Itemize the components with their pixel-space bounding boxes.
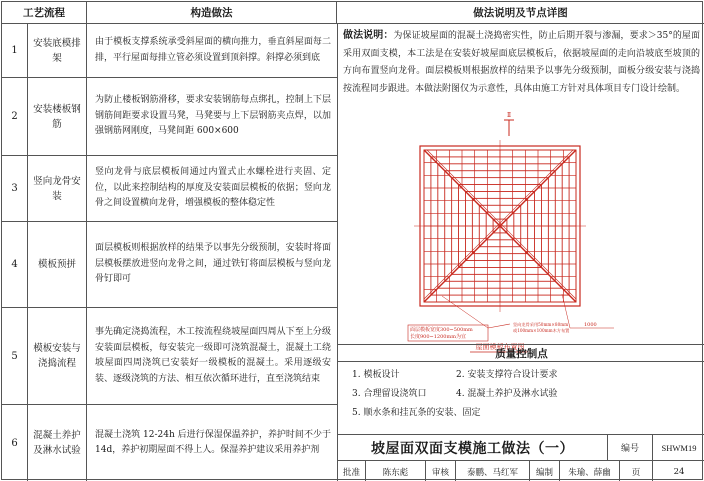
quality-item: 5. 顺水条和挂瓦条的安装、固定 <box>352 408 481 418</box>
notes <box>410 321 614 340</box>
review-label: 审核 <box>426 461 456 481</box>
construction-text: 混凝土浇筑 12-24h 后进行保湿保温养护，养护时间不少于 14d，养护初期屋面不得上人。保湿养护建议采用养护剂 <box>95 429 331 455</box>
drawing-title: 坡屋面双面支模施工做法（一） <box>338 435 608 461</box>
page-label: 页 <box>620 461 653 481</box>
construction-text: 事先确定浇捣流程，木工按流程绕坡屋面四周从下至上分级安装面层模板，每安装完一级即可浇筑混凝土，混凝土工绕坡屋面四周浇筑已安装好一级模板的混凝土。采用逐级安装、逐级浇筑的方法、相互依次循环进行，直至浇筑结束 <box>95 327 331 384</box>
row-number: 3 <box>2 156 28 221</box>
process-name: 安装底模排架 <box>28 24 87 77</box>
quality-list <box>338 362 704 434</box>
process-row <box>2 78 337 156</box>
title-block <box>338 434 704 481</box>
drawing-sheet <box>1 1 703 480</box>
header-process: 工艺流程 <box>2 2 87 24</box>
row-number: 6 <box>2 405 28 481</box>
note-keel-1: 竖向龙骨采用50mm×80mm <box>513 322 569 327</box>
formwork-line <box>442 296 488 328</box>
quality-item: 4. 混凝土养护及淋水试验 <box>456 389 558 399</box>
edit-label: 编制 <box>530 461 560 481</box>
quality-item: 2. 安装支撑符合设计要求 <box>456 370 558 380</box>
quality-item: 1. 模板设计 <box>352 370 400 380</box>
code-label: 编号 <box>608 435 653 461</box>
roof-formwork-plan <box>338 106 704 364</box>
description-text <box>343 27 700 98</box>
description-body: 为保证坡屋面的混凝土浇捣密实性，防止后期开裂与渗漏，要求＞35°的屋面采用双面支模，本工法是在安装好坡屋面底层模板后，依据坡屋面的走向沿坡底至坡顶的方向布置竖向龙骨。面层模板则根据放样的结果予以事先分级预制，面板分级安装与浇捣按流程同步跟进。本做法附图仅为示意性，具体由施工方针对具体项目专门设计绘制。 <box>343 31 700 94</box>
row-number: 1 <box>2 24 28 77</box>
process-row <box>2 308 337 405</box>
section-mark <box>504 112 514 136</box>
construction-text: 为防止楼板钢筋滑移，要求安装钢筋每点绑扎，控制上下层钢筋间距要求设置马凳，马凳要与上下层钢筋夹点焊，以加强钢筋网刚度，马凳间距 600×600 <box>95 95 331 137</box>
approve-label: 批准 <box>338 461 366 481</box>
row-number: 2 <box>2 78 28 155</box>
process-name: 竖向龙骨安装 <box>28 156 87 221</box>
formwork-grid <box>408 140 586 341</box>
header-construction: 构造做法 <box>87 2 337 24</box>
process-row <box>2 24 337 78</box>
code-value: SHWM19 <box>653 435 704 461</box>
review-name: 泰鹏、马红军 <box>456 461 530 481</box>
row-number: 4 <box>2 222 28 307</box>
edit-name: 朱瑜、薛幽 <box>560 461 620 481</box>
section-mark-label: Ⅱ <box>506 112 512 119</box>
process-name: 模板安装与浇捣流程 <box>28 308 87 404</box>
process-row <box>2 405 337 481</box>
header-description: 做法说明及节点详图 <box>337 2 704 24</box>
process-name: 安装楼板钢筋 <box>28 78 87 155</box>
row-number: 5 <box>2 308 28 404</box>
description-panel <box>337 24 704 481</box>
approve-name: 陈东彪 <box>366 461 426 481</box>
plan-caption: 屋面模板布置图 <box>475 343 525 351</box>
note-panel-length: 长度900~1200mm为宜 <box>410 334 466 340</box>
note-panel-width: 面层模板宽度300~500mm <box>410 327 473 333</box>
page-value: 24 <box>673 466 685 477</box>
process-row <box>2 222 337 308</box>
dim-1000: 1000 <box>584 322 597 328</box>
construction-text: 由于模板支撑系统承受斜屋面的横向推力，垂直斜屋面每二排，平行屋面每排立管必须设置到顶斜撑。斜撑必须到底 <box>95 37 331 63</box>
process-name: 模板预拼 <box>28 222 87 307</box>
quality-title: 质量控制点 <box>338 344 704 362</box>
description-label: 做法说明： <box>343 30 394 41</box>
process-name: 混凝土养护及淋水试验 <box>28 405 87 481</box>
quality-item: 3. 合理留设浇筑口 <box>352 389 427 399</box>
construction-text: 面层模板则根据放样的结果予以事先分级预制，安装时将面层模板摆放进竖向龙骨之间，通过铁钉将面层模板与竖向龙骨钉即可 <box>95 243 331 285</box>
construction-text: 竖向龙骨与底层模板间通过内置式止水螺栓进行夹固、定位，以此来控制结构的厚度及安装面层模板的依据；竖向龙骨之间设置横向龙骨，增强模板的整体稳定性 <box>95 167 331 209</box>
note-keel-2: 或100mm×100mm木方布置 <box>513 328 570 333</box>
process-row <box>2 156 337 222</box>
